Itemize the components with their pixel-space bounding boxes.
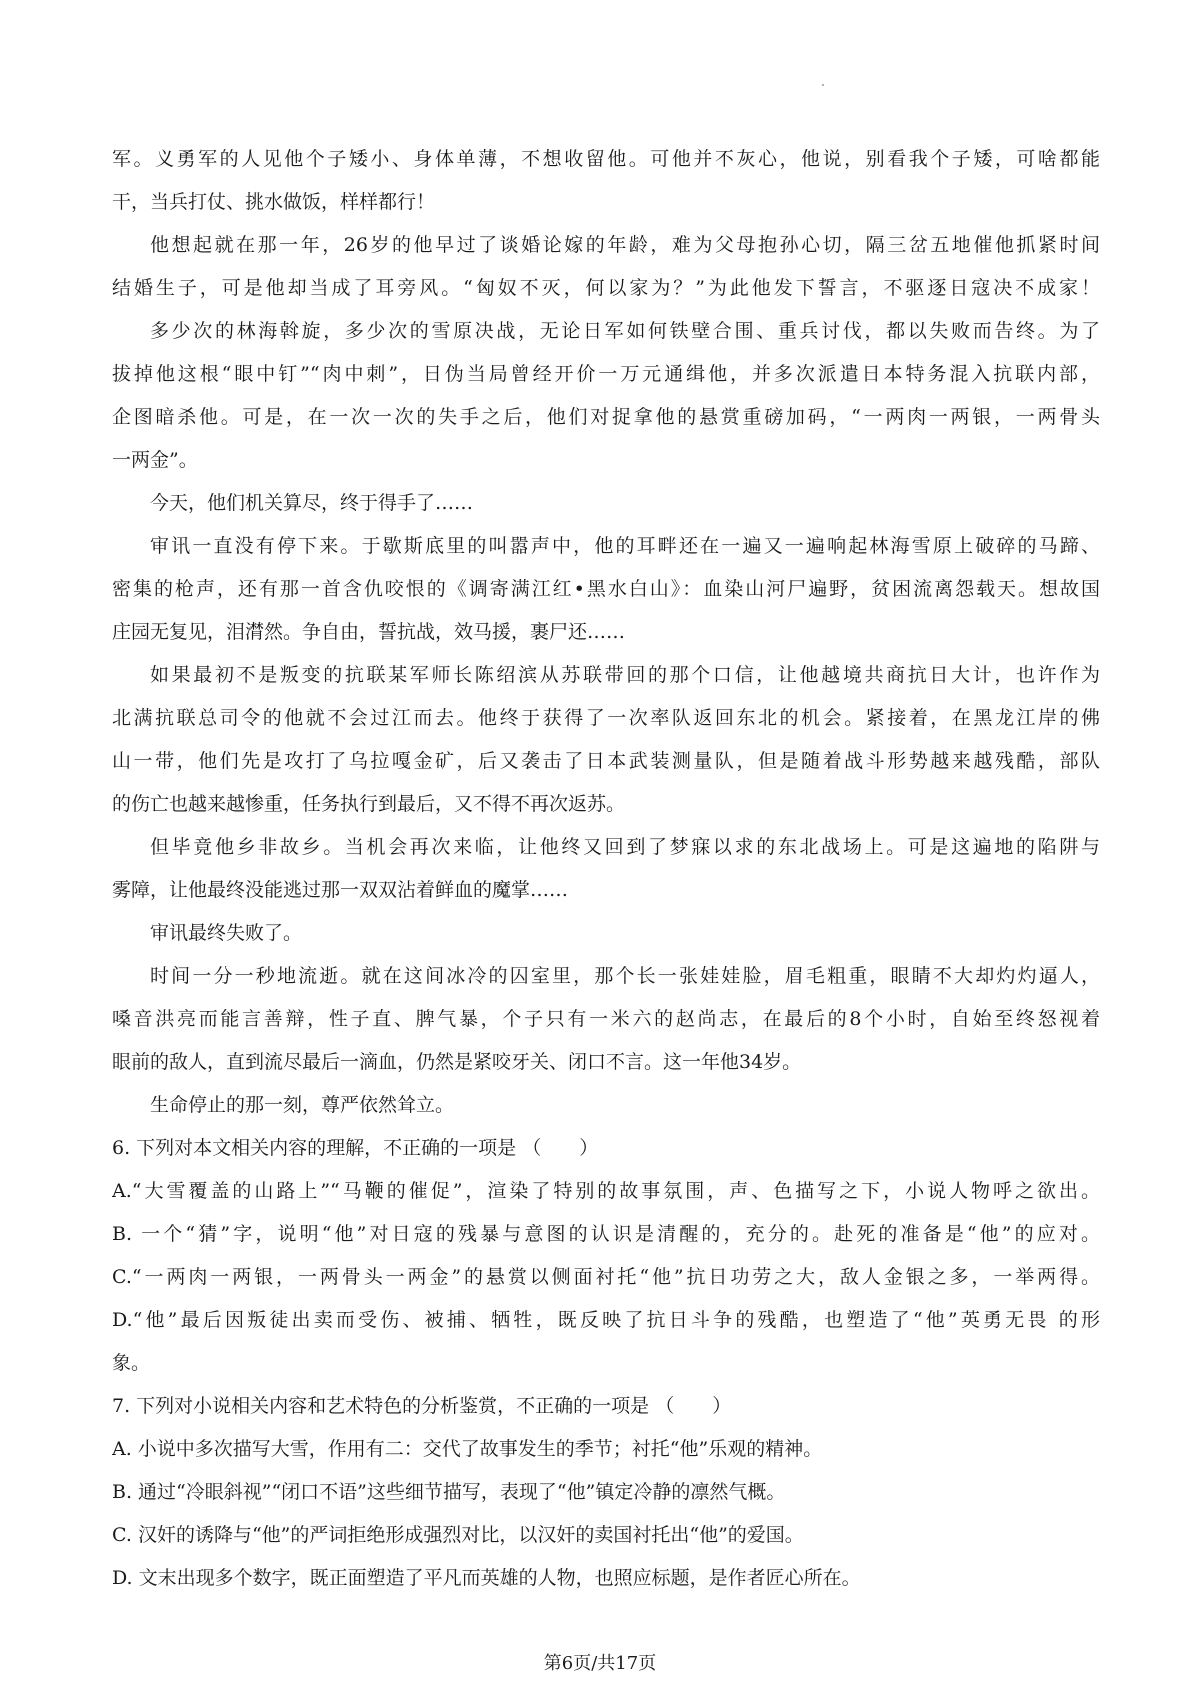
text-line: 拔掉他这根“眼中钉”“肉中刺”，日伪当局曾经开价一万元通缉他，并多次派遣日本特务混入抗联内部， <box>112 363 1100 385</box>
option-c: C.“一两肉一两银，一两骨头一两金”的悬赏以侧面衬托“他”抗日功劳之大，敌人金银之多，一举两得。 <box>112 1266 1100 1288</box>
text-line: 眼前的敌人，直到流尽最后一滴血，仍然是紧咬牙关、闭口不言。这一年他34岁。 <box>112 1051 802 1073</box>
text-line: 北满抗联总司令的他就不会过江而去。他终于获得了一次率队返回东北的机会。紧接着，在黑龙江岸的佛 <box>112 707 1100 729</box>
text-line: 企图暗杀他。可是，在一次一次的失手之后，他们对捉拿他的悬赏重磅加码，“一两肉一两银，一两骨头 <box>112 406 1100 428</box>
option-d-continued: 象。 <box>112 1352 151 1374</box>
text-line: 庄园无复见，泪潸然。争自由，誓抗战，效马援，裹尸还…… <box>112 621 626 643</box>
paragraph-5 <box>112 525 1100 654</box>
text-line: 时间一分一秒地流逝。就在这间冰冷的囚室里，那个长一张娃娃脸，眉毛粗重，眼睛不大却灼灼逼人， <box>150 965 1100 987</box>
question-stem: 7. 下列对小说相关内容和艺术特色的分析鉴赏，不正确的一项是 （ ） <box>112 1395 732 1417</box>
paragraph-8 <box>112 912 1100 955</box>
paragraph-10 <box>112 1084 1100 1127</box>
option-c: C. 汉奸的诱降与“他”的严词拒绝形成强烈对比，以汉奸的卖国衬托出“他”的爱国。 <box>112 1524 804 1546</box>
text-line: 的伤亡也越来越惨重，任务执行到最后，又不得不再次返苏。 <box>112 793 626 815</box>
scan-dot <box>822 84 824 86</box>
paragraph-3 <box>112 310 1100 482</box>
text-line: 审讯一直没有停下来。于歇斯底里的叫嚣声中，他的耳畔还在一遍又一遍响起林海雪原上破碎的马蹄、 <box>150 535 1100 557</box>
text-line: 生命停止的那一刻，尊严依然耸立。 <box>150 1094 455 1116</box>
text-line: 今天，他们机关算尽，终于得手了…… <box>150 492 474 514</box>
paragraph-9 <box>112 955 1100 1084</box>
option-b: B. 一个“猜”字，说明“他”对日寇的残暴与意图的认识是清醒的，充分的。赴死的准备是“他”的应对。 <box>112 1223 1100 1245</box>
text-line: 如果最初不是叛变的抗联某军师长陈绍滨从苏联带回的那个口信，让他越境共商抗日大计，也许作为 <box>150 664 1100 686</box>
page-number: 第6页/共17页 <box>543 1653 657 1674</box>
option-b: B. 通过“冷眼斜视”“闭口不语”这些细节描写，表现了“他”镇定冷静的凛然气概。 <box>112 1481 786 1503</box>
option-a: A. 小说中多次描写大雪，作用有二：交代了故事发生的季节；衬托“他”乐观的精神。 <box>112 1438 823 1460</box>
paragraph-7 <box>112 826 1100 912</box>
question-stem: 6. 下列对本文相关内容的理解，不正确的一项是 （ ） <box>112 1137 599 1159</box>
text-line: 一两金”。 <box>112 449 198 471</box>
text-line: 审讯最终失败了。 <box>150 922 303 944</box>
option-a: A.“大雪覆盖的山路上”“马鞭的催促”，渲染了特别的故事氛围，声、色描写之下，小说人物呼之欲出。 <box>112 1180 1100 1202</box>
document-page <box>112 138 1100 1600</box>
text-line: 但毕竟他乡非故乡。当机会再次来临，让他终又回到了梦寐以求的东北战场上。可是这遍地的陷阱与 <box>150 836 1100 858</box>
option-d: D. 文末出现多个数字，既正面塑造了平凡而英雄的人物，也照应标题，是作者匠心所在。 <box>112 1567 861 1589</box>
question-7 <box>112 1385 1100 1600</box>
text-line: 结婚生子，可是他却当成了耳旁风。“匈奴不灭，何以家为？”为此他发下誓言，不驱逐日寇决不成家！ <box>112 277 1100 299</box>
text-line: 山一带，他们先是攻打了乌拉嘎金矿，后又袭击了日本武装测量队，但是随着战斗形势越来越残酷，部队 <box>112 750 1100 772</box>
paragraph-4 <box>112 482 1100 525</box>
question-6 <box>112 1127 1100 1385</box>
text-line: 军。义勇军的人见他个子矮小、身体单薄，不想收留他。可他并不灰心，他说，别看我个子矮，可啥都能 <box>112 148 1100 170</box>
text-line: 多少次的林海斡旋，多少次的雪原决战，无论日军如何铁壁合围、重兵讨伐，都以失败而告终。为了 <box>150 320 1100 342</box>
paragraph-6 <box>112 654 1100 826</box>
paragraph-2 <box>112 224 1100 310</box>
text-line: 干，当兵打仗、挑水做饭，样样都行！ <box>112 191 436 213</box>
text-line: 嗓音洪亮而能言善辩，性子直、脾气暴，个子只有一米六的赵尚志，在最后的8个小时，自始至终怒视着 <box>112 1008 1100 1030</box>
text-line: 密集的枪声，还有那一首含仇咬恨的《调寄满江红•黑水白山》：血染山河尸遍野，贫困流离怨载天。想故国 <box>112 578 1100 600</box>
text-line: 他想起就在那一年，26岁的他早过了谈婚论嫁的年龄，难为父母抱孙心切，隔三岔五地催他抓紧时间 <box>150 234 1100 256</box>
paragraph-1 <box>112 138 1100 224</box>
text-line: 雾障，让他最终没能逃过那一双双沾着鲜血的魔掌…… <box>112 879 569 901</box>
option-d: D.“他”最后因叛徒出卖而受伤、被捕、牺牲，既反映了抗日斗争的残酷，也塑造了“他”英勇无畏 的形 <box>112 1309 1100 1331</box>
